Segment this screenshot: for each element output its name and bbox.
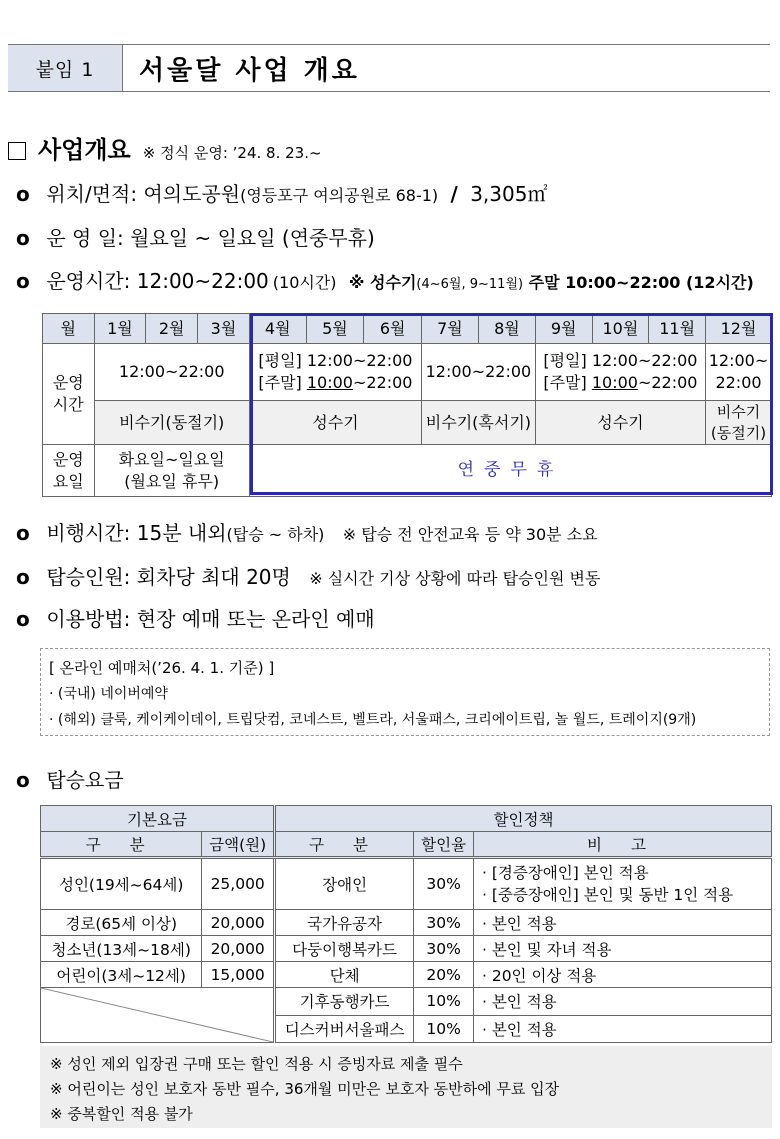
discount-rate: 30% xyxy=(414,858,474,910)
capacity-value: 회차당 최대 20명 xyxy=(136,565,291,589)
reservation-domestic: · (국내) 네이버예약 xyxy=(49,686,168,702)
section-title: 사업개요 xyxy=(38,136,131,164)
month-cell: 1월 xyxy=(94,314,146,344)
season-december: 비수기 (동절기) xyxy=(705,401,771,445)
flight-value: 15분 내외 xyxy=(136,521,227,545)
peak-weekend-time: 10:00 xyxy=(306,373,353,392)
basic-amount: 25,000 xyxy=(202,858,275,910)
autumn-peak-hours xyxy=(535,344,705,401)
hours-note-peak: 성수기 xyxy=(370,273,417,292)
col-category-discount: 구 분 xyxy=(275,832,414,858)
spring-peak-hours xyxy=(249,344,421,401)
table-row xyxy=(41,910,772,936)
usage-value: 현장 예매 또는 온라인 예매 xyxy=(136,607,375,631)
peak-weekday: [평일] 12:00~22:00 xyxy=(543,351,698,371)
winter-days: 화요일~일요일 (월요일 휴무) xyxy=(94,445,249,497)
bullet-flight xyxy=(16,517,598,546)
col-amount: 금액(원) xyxy=(202,832,275,858)
schedule-header-row xyxy=(43,314,772,344)
discount-rate: 10% xyxy=(414,1015,474,1043)
diagonal-line-icon xyxy=(41,988,273,1042)
month-cell: 11월 xyxy=(649,314,706,344)
discount-rate: 30% xyxy=(414,936,474,962)
bullet-marker: o xyxy=(16,226,30,250)
hours-duration: (10시간) xyxy=(272,273,337,292)
summer-hours: 12:00~22:00 xyxy=(421,344,535,401)
fare-group-header xyxy=(41,806,772,832)
col-note: 비 고 xyxy=(473,832,771,858)
basic-category: 성인(19세~64세) xyxy=(41,858,202,910)
location-area: 3,305㎡ xyxy=(470,182,548,206)
bullet-fare xyxy=(16,764,124,793)
days-value: 월요일 ~ 일요일 (연중무휴) xyxy=(130,226,375,250)
month-cell: 5월 xyxy=(306,314,364,344)
month-cell: 9월 xyxy=(535,314,592,344)
empty-diagonal-cell xyxy=(41,988,275,1043)
month-cell: 3월 xyxy=(198,314,250,344)
discount-category: 단체 xyxy=(275,962,414,988)
month-header: 월 xyxy=(43,314,95,344)
peak-weekend-prefix: [주말] xyxy=(258,373,307,392)
bullet-days xyxy=(16,222,375,251)
location-label: 위치/면적: xyxy=(46,182,138,206)
fare-note: ※ 중복할인 적용 불가 xyxy=(50,1105,193,1123)
peak-weekend-time: 10:00 xyxy=(591,373,638,392)
discount-category: 장애인 xyxy=(275,858,414,910)
month-cell: 12월 xyxy=(705,314,771,344)
year-round-days: 연중무휴 xyxy=(249,445,771,497)
discount-category: 국가유공자 xyxy=(275,910,414,936)
fare-note: ※ 어린이는 성인 보호자 동반 필수, 36개월 미만은 보호자 동반하에 무료 입장 xyxy=(50,1080,560,1098)
hours-note-months: (4~6월, 9~11월) xyxy=(416,277,524,292)
bullet-capacity xyxy=(16,561,600,590)
peak-weekend-suffix: ~22:00 xyxy=(352,373,413,392)
days-label: 운 영 일: xyxy=(46,226,124,250)
discount-category: 기후동행카드 xyxy=(275,988,414,1016)
basic-fare-header: 기본요금 xyxy=(41,806,275,832)
discount-note: · 본인 적용 xyxy=(473,988,771,1016)
section-note: ※ 정식 운영: ’24. 8. 23.~ xyxy=(142,144,322,162)
location-value: 여의도공원 xyxy=(143,182,241,206)
bullet-marker: o xyxy=(16,521,30,545)
basic-category: 어린이(3세~12세) xyxy=(41,962,202,988)
fare-label: 탑승요금 xyxy=(46,768,124,792)
discount-note: · 20인 이상 적용 xyxy=(473,962,771,988)
discount-note: · 본인 적용 xyxy=(473,1015,771,1043)
peak-weekend xyxy=(536,372,705,394)
flight-note: ※ 탑승 전 안전교육 등 약 30분 소요 xyxy=(342,525,598,544)
fare-table xyxy=(40,805,772,1043)
title-bar xyxy=(8,44,770,92)
bullet-location xyxy=(16,178,547,207)
op-days-label: 운영 요일 xyxy=(43,445,95,497)
bullet-marker: o xyxy=(16,565,30,589)
month-cell: 4월 xyxy=(249,314,306,344)
bullet-marker: o xyxy=(16,768,30,792)
season-winter: 비수기(동절기) xyxy=(94,401,249,445)
bullet-usage xyxy=(16,603,375,632)
capacity-label: 탑승인원: xyxy=(46,565,131,589)
discount-header: 할인정책 xyxy=(275,806,772,832)
location-address: (영등포구 여의공원로 68-1) xyxy=(240,186,439,205)
peak-weekday: [평일] 12:00~22:00 xyxy=(258,351,413,371)
discount-category: 다둥이행복카드 xyxy=(275,936,414,962)
col-rate: 할인율 xyxy=(414,832,474,858)
december-hours: 12:00~ 22:00 xyxy=(705,344,771,401)
reservation-title: [ 온라인 예매처(’26. 4. 1. 기준) ] xyxy=(49,659,275,677)
usage-label: 이용방법: xyxy=(46,607,131,631)
discount-rate: 20% xyxy=(414,962,474,988)
fare-column-header xyxy=(41,832,772,858)
online-reservation-box xyxy=(40,648,770,736)
basic-category: 청소년(13세~18세) xyxy=(41,936,202,962)
month-cell: 6월 xyxy=(364,314,422,344)
table-row xyxy=(41,858,772,910)
hours-value: 12:00~22:00 xyxy=(136,269,269,293)
section-heading xyxy=(8,130,322,165)
page-title: 서울달 사업 개요 xyxy=(139,55,360,86)
discount-rate: 30% xyxy=(414,910,474,936)
col-category: 구 분 xyxy=(41,832,202,858)
location-slash: / xyxy=(450,182,458,206)
peak-weekend-prefix: [주말] xyxy=(543,373,592,392)
season-peak-spring: 성수기 xyxy=(249,401,421,445)
bullet-marker: o xyxy=(16,269,30,293)
bullet-hours xyxy=(16,265,754,294)
basic-category: 경로(65세 이상) xyxy=(41,910,202,936)
month-cell: 7월 xyxy=(421,314,478,344)
peak-weekend xyxy=(250,372,421,394)
capacity-note: ※ 실시간 기상 상황에 따라 탑승인원 변동 xyxy=(309,569,601,588)
discount-category: 디스커버서울패스 xyxy=(275,1015,414,1043)
month-cell: 2월 xyxy=(146,314,198,344)
season-summer: 비수기(혹서기) xyxy=(421,401,535,445)
schedule-table xyxy=(42,313,772,497)
basic-amount: 20,000 xyxy=(202,936,275,962)
table-row xyxy=(41,988,772,1016)
op-time-label: 운영 시간 xyxy=(43,344,95,445)
attachment-tag: 붙임 1 xyxy=(8,45,123,91)
season-peak-autumn: 성수기 xyxy=(535,401,705,445)
basic-amount: 20,000 xyxy=(202,910,275,936)
month-cell: 10월 xyxy=(592,314,649,344)
month-cell: 8월 xyxy=(478,314,535,344)
winter-hours: 12:00~22:00 xyxy=(94,344,249,401)
flight-label: 비행시간: xyxy=(46,521,131,545)
table-row xyxy=(41,962,772,988)
bullet-marker: o xyxy=(16,182,30,206)
table-row xyxy=(41,936,772,962)
hours-label: 운영시간: xyxy=(46,269,131,293)
basic-amount: 15,000 xyxy=(202,962,275,988)
reservation-overseas: · (해외) 클룩, 케이케이데이, 트립닷컴, 코네스트, 벨트라, 서울패스, 크리에이트립, 놀 월드, 트레이지(9개) xyxy=(49,712,697,728)
fare-note: ※ 성인 제외 입장권 구매 또는 할인 적용 시 증빙자료 제출 필수 xyxy=(50,1055,463,1073)
hours-note-weekend: 주말 10:00~22:00 (12시간) xyxy=(523,273,754,292)
hours-note-mark: ※ xyxy=(348,273,371,292)
discount-note: · 본인 및 자녀 적용 xyxy=(473,936,771,962)
flight-range: (탑승 ~ 하차) xyxy=(226,525,325,544)
discount-note: · 본인 적용 xyxy=(473,910,771,936)
discount-note: · [경증장애인] 본인 적용 · [중증장애인] 본인 및 동반 1인 적용 xyxy=(473,858,771,910)
fare-notes-box xyxy=(40,1046,772,1128)
bullet-marker: o xyxy=(16,607,30,631)
discount-rate: 10% xyxy=(414,988,474,1016)
peak-weekend-suffix: ~22:00 xyxy=(637,373,698,392)
checkbox-square-icon xyxy=(8,142,26,160)
